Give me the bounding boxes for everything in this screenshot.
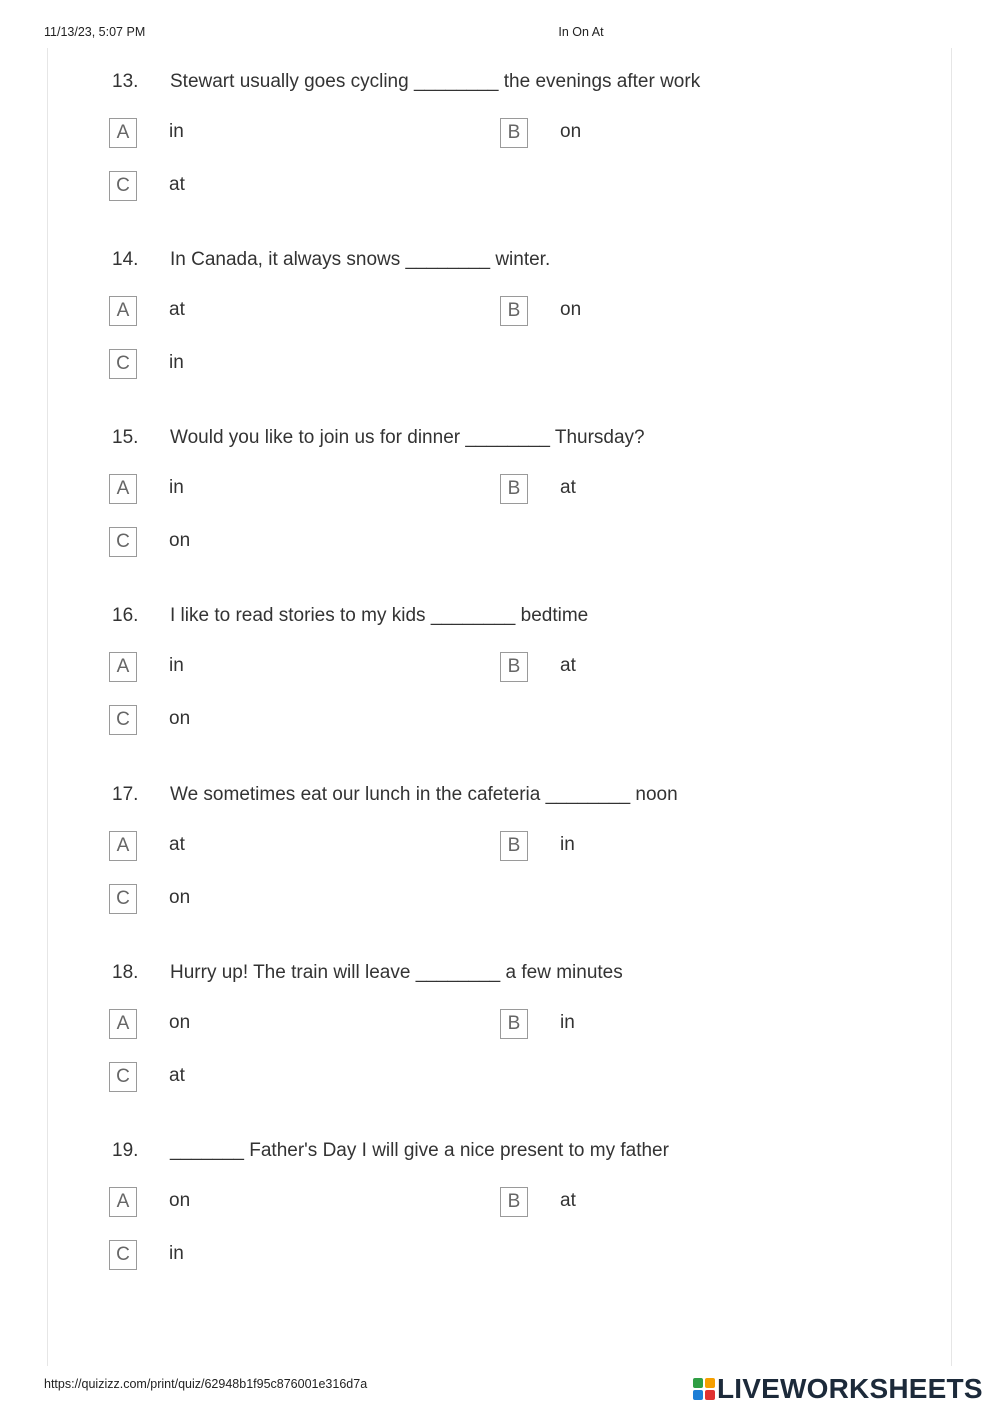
logo-square <box>693 1378 703 1388</box>
option-label: in <box>560 834 575 855</box>
option-label: at <box>560 477 576 498</box>
option-letter-box: C <box>109 705 137 735</box>
question-text: I like to read stories to my kids ________ bedtime <box>170 605 589 626</box>
option-letter-box: B <box>500 1187 528 1217</box>
option-label: at <box>169 299 185 320</box>
option-label: at <box>169 834 185 855</box>
option-letter-box: A <box>109 1187 137 1217</box>
option-letter-box: B <box>500 474 528 504</box>
option-letter-box: A <box>109 1009 137 1039</box>
option-letter-box: A <box>109 474 137 504</box>
option-letter-box: A <box>109 296 137 326</box>
logo-square <box>705 1378 715 1388</box>
option-letter-box: A <box>109 118 137 148</box>
option-label: at <box>560 655 576 676</box>
page-title: In On At <box>558 25 604 39</box>
logo-wordmark: LIVEWORKSHEETS <box>717 1373 983 1404</box>
logo-square <box>693 1390 703 1400</box>
option-letter-box: C <box>109 884 137 914</box>
question-number: 14. <box>112 249 139 270</box>
option-letter-box: B <box>500 1009 528 1039</box>
question-13 <box>0 70 1000 240</box>
question-17 <box>0 783 1000 953</box>
option-letter-box: C <box>109 1062 137 1092</box>
logo-square <box>705 1390 715 1400</box>
question-number: 18. <box>112 962 139 983</box>
option-letter-box: B <box>500 652 528 682</box>
footer-url: https://quizizz.com/print/quiz/62948b1f95c876001e316d7a <box>44 1377 368 1391</box>
question-number: 16. <box>112 605 139 626</box>
question-number: 13. <box>112 71 139 92</box>
question-text: Stewart usually goes cycling ________ the evenings after work <box>170 71 701 92</box>
question-16 <box>0 604 1000 774</box>
option-label: in <box>560 1012 575 1033</box>
option-label: on <box>169 530 191 551</box>
question-15 <box>0 426 1000 596</box>
question-18 <box>0 961 1000 1131</box>
option-label: on <box>169 1012 191 1033</box>
option-letter-box: B <box>500 296 528 326</box>
option-label: in <box>169 655 184 676</box>
option-label: in <box>169 477 184 498</box>
question-text: In Canada, it always snows ________ winter. <box>170 249 551 270</box>
option-letter-box: C <box>109 527 137 557</box>
option-label: in <box>169 1243 184 1264</box>
option-label: in <box>169 121 184 142</box>
option-letter-box: A <box>109 831 137 861</box>
option-letter-box: B <box>500 118 528 148</box>
question-number: 19. <box>112 1140 139 1161</box>
option-letter-box: B <box>500 831 528 861</box>
option-letter-box: C <box>109 171 137 201</box>
option-label: at <box>169 1065 185 1086</box>
question-19 <box>0 1139 1000 1309</box>
question-text: Would you like to join us for dinner ________ Thursday? <box>170 427 645 448</box>
question-text: Hurry up! The train will leave ________ a few minutes <box>170 962 623 983</box>
option-label: on <box>560 299 582 320</box>
question-number: 17. <box>112 784 139 805</box>
question-14 <box>0 248 1000 418</box>
option-label: at <box>169 174 185 195</box>
option-label: at <box>560 1190 576 1211</box>
option-label: on <box>560 121 582 142</box>
question-text: We sometimes eat our lunch in the cafeteria ________ noon <box>170 784 678 805</box>
logo-grid-icon <box>693 1378 715 1400</box>
option-letter-box: C <box>109 1240 137 1270</box>
option-letter-box: C <box>109 349 137 379</box>
option-letter-box: A <box>109 652 137 682</box>
option-label: on <box>169 1190 191 1211</box>
option-label: on <box>169 708 191 729</box>
question-text: _______ Father's Day I will give a nice present to my father <box>170 1140 669 1161</box>
option-label: on <box>169 887 191 908</box>
print-datetime: 11/13/23, 5:07 PM <box>44 25 146 39</box>
option-label: in <box>169 352 184 373</box>
question-number: 15. <box>112 427 139 448</box>
